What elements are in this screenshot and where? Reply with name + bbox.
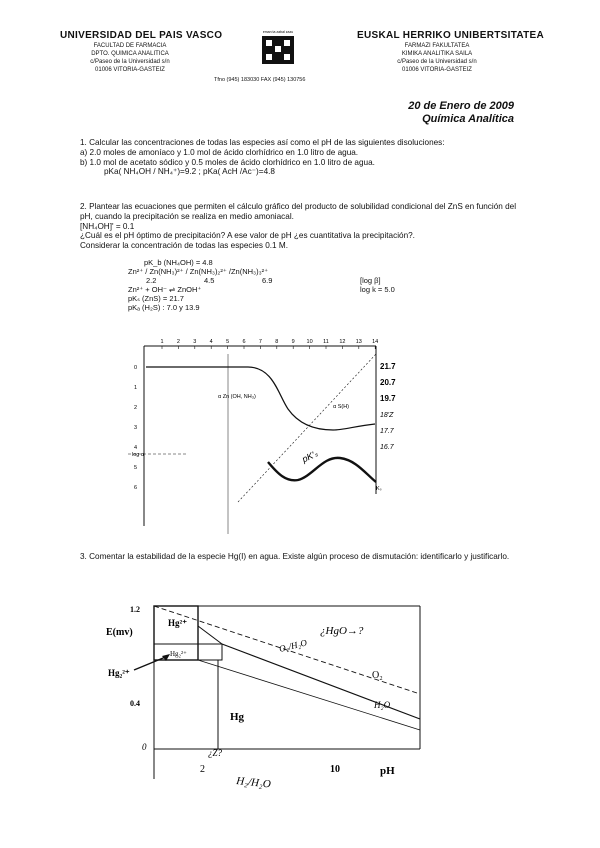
exam-subject: Química Analítica bbox=[422, 113, 514, 125]
q2-logb-row bbox=[128, 276, 428, 285]
y-tick-0-4: 0.4 bbox=[130, 699, 140, 708]
q1-text: 1. Calcular las concentraciones de todas las especies así como el pH de las siguientes disoluciones: bbox=[80, 138, 445, 147]
x-tick-label: 2 bbox=[176, 339, 180, 345]
q2-logb-3: 6.9 bbox=[262, 276, 273, 285]
university-logo bbox=[256, 28, 300, 68]
question-3: 3. Comentar la estabilidad de la especie Hg(I) en agua. Existe algún proceso de dismutación: identificarlo y justificarlo. bbox=[80, 552, 510, 561]
label-alpha-s: α S(H) bbox=[333, 404, 350, 410]
y-tick-label: 2 bbox=[134, 405, 138, 411]
right-axis-label: 18'Z bbox=[380, 412, 394, 419]
exam-date-block bbox=[408, 100, 514, 126]
y-tick-0: 0 bbox=[142, 742, 147, 752]
q2-pkb: pK_b (NH₄OH) = 4.8 bbox=[144, 258, 213, 267]
x-tick-label: 13 bbox=[355, 339, 362, 345]
y-tick-label: 3 bbox=[134, 425, 138, 431]
y-tick-label: 4 bbox=[134, 445, 138, 451]
question-1 bbox=[80, 138, 520, 177]
q2-logk: log k = 5.0 bbox=[360, 285, 395, 294]
y-tick-1-2: 1.2 bbox=[130, 605, 140, 614]
hand-h2-h2o: H₂/H₂O bbox=[235, 775, 272, 791]
header-right-lines bbox=[372, 42, 502, 74]
header-right-line: KIMIKA ANALITIKA SAILA bbox=[401, 51, 473, 57]
header-left-title: UNIVERSIDAD DEL PAIS VASCO bbox=[60, 30, 223, 41]
label-alpha-zn: α Zn (OH, NH₃) bbox=[218, 394, 256, 400]
x-tick-label: 8 bbox=[275, 339, 279, 345]
right-axis-label: 16.7 bbox=[380, 444, 394, 451]
label-pks-handwritten: pK'ₛ bbox=[300, 448, 320, 465]
q2-pka-h2s: pKₐ (H₂S) : 7.0 y 13.9 bbox=[128, 303, 200, 312]
hg-boundary bbox=[198, 626, 222, 644]
right-axis-label: 19.7 bbox=[380, 394, 396, 403]
header-left-line: FACULTAD DE FARMACIA bbox=[93, 43, 167, 49]
pks-curve bbox=[268, 458, 376, 482]
hand-hgo: ¿HgO→? bbox=[320, 625, 364, 637]
q2-complexes: Zn²⁺ / Zn(NH₃)²⁺ / Zn(NH₃)₂²⁺ /Zn(NH₃)₃²⁺ bbox=[128, 267, 269, 276]
header-right-line: c/Paseo de la Universidad s/n bbox=[397, 59, 477, 65]
header-right-line: FARMAZI FAKULTATEA bbox=[404, 43, 470, 49]
x-tick-label: 6 bbox=[242, 339, 246, 345]
x-tick-label: 12 bbox=[339, 339, 346, 345]
q1-part-b: b) 1.0 mol de acetato sódico y 0.5 moles de ácido clorhídrico en 1.0 litro de agua. bbox=[80, 157, 375, 167]
q2-question: ¿Cuál es el pH óptimo de precipitación? A ese valor de pH ¿es cuantitativa la precipitación?. bbox=[80, 231, 415, 241]
y-tick-label: 0 bbox=[134, 365, 138, 371]
phone-fax: Tfno (945) 183030 FAX (945) 130756 bbox=[214, 77, 306, 83]
x-tick-10: 10 bbox=[330, 764, 340, 775]
q2-conc: [NH₄OH]' = 0.1 bbox=[80, 221, 135, 231]
header-right-line: 01006 VITORIA-GASTEIZ bbox=[402, 67, 472, 73]
alpha-s-line bbox=[238, 354, 376, 502]
alpha-zn-curve bbox=[146, 367, 375, 430]
y-tick-label: 1 bbox=[134, 385, 138, 391]
x-tick-2: 2 bbox=[200, 764, 205, 775]
right-axis-label: 20.7 bbox=[380, 378, 396, 387]
q2-data bbox=[128, 258, 428, 312]
x-tick-label: 3 bbox=[193, 339, 197, 345]
exam-date: 20 de Enero de 2009 bbox=[408, 100, 514, 112]
q1-pka: pKa( NH₄OH / NH₄⁺)=9.2 ; pKa( AcH /Ac⁻)=4.8 bbox=[104, 167, 275, 177]
header-left-lines bbox=[70, 42, 190, 74]
x-tick-label: 4 bbox=[209, 339, 213, 345]
label-log-alpha: log α bbox=[132, 452, 145, 458]
header-right-title: EUSKAL HERRIKO UNIBERTSITATEA bbox=[357, 30, 545, 41]
q2-logb-1: 2.2 bbox=[146, 276, 157, 285]
hg2-hg-boundary bbox=[222, 644, 420, 719]
x-tick-label: 5 bbox=[226, 339, 230, 345]
arrow-label-hg2: Hg₂²⁺ bbox=[108, 668, 130, 678]
q2-logb-2: 4.5 bbox=[204, 276, 215, 285]
q2-hydrox: Zn²⁺ + OH⁻ ⇌ ZnOH⁺ bbox=[128, 285, 202, 294]
hand-o2-h2o: O₂/H₂O bbox=[278, 637, 308, 654]
x-tick-label: 9 bbox=[291, 339, 295, 345]
x-tick-label: 11 bbox=[323, 339, 329, 345]
question-2 bbox=[80, 202, 520, 251]
y-tick-label: 5 bbox=[134, 465, 138, 471]
y-tick-label: 6 bbox=[134, 485, 138, 491]
region-o2: O₂ bbox=[372, 670, 383, 681]
x-tick-label: 7 bbox=[258, 339, 262, 345]
region-hg: Hg bbox=[230, 711, 245, 723]
region-h2o: H₂O bbox=[374, 700, 391, 710]
x-tick-label: 10 bbox=[306, 339, 313, 345]
region-hg2plus: Hg²⁺ bbox=[168, 618, 187, 628]
x-axis-label: pH bbox=[380, 765, 395, 777]
logo-caption: eman ta zabal zazu bbox=[262, 30, 294, 34]
y-axis-label: E(mv) bbox=[106, 627, 133, 638]
x-tick-label: 14 bbox=[372, 339, 379, 345]
q2-hydrox-row bbox=[128, 285, 428, 294]
right-axis-label: 17.7 bbox=[380, 428, 394, 435]
q2-text: 2. Plantear las ecuaciones que permiten el cálculo gráfico del producto de solubilidad condicional del ZnS en función del pH, cuando la precipitación se realiza en medio amoniacal. bbox=[80, 202, 517, 221]
header-left-line: DPTO. QUIMICA ANALITICA bbox=[91, 51, 169, 57]
pourbaix-diagram bbox=[90, 584, 430, 794]
header-left-line: c/Paseo de la Universidad s/n bbox=[90, 59, 170, 65]
q2-consider: Considerar la concentración de todas las especies 0.1 M. bbox=[80, 241, 288, 251]
hand-z: ¿Z? bbox=[208, 748, 223, 758]
label-ks: Kₛ bbox=[376, 486, 382, 492]
x-tick-label: 1 bbox=[160, 339, 164, 345]
alpha-diagram bbox=[128, 334, 408, 534]
header-left-line: 01006 VITORIA-GASTEIZ bbox=[95, 67, 165, 73]
q1-part-a: a) 2.0 moles de amoníaco y 1.0 mol de ácido clorhídrico en 1.0 litro de agua. bbox=[80, 147, 359, 157]
q2-logb-label: [log β] bbox=[360, 276, 381, 285]
q2-pks: pKₛ (ZnS) = 21.7 bbox=[128, 294, 184, 303]
region-hg2-2plus: Hg₂²⁺ bbox=[170, 650, 187, 658]
right-axis-label: 21.7 bbox=[380, 362, 396, 371]
